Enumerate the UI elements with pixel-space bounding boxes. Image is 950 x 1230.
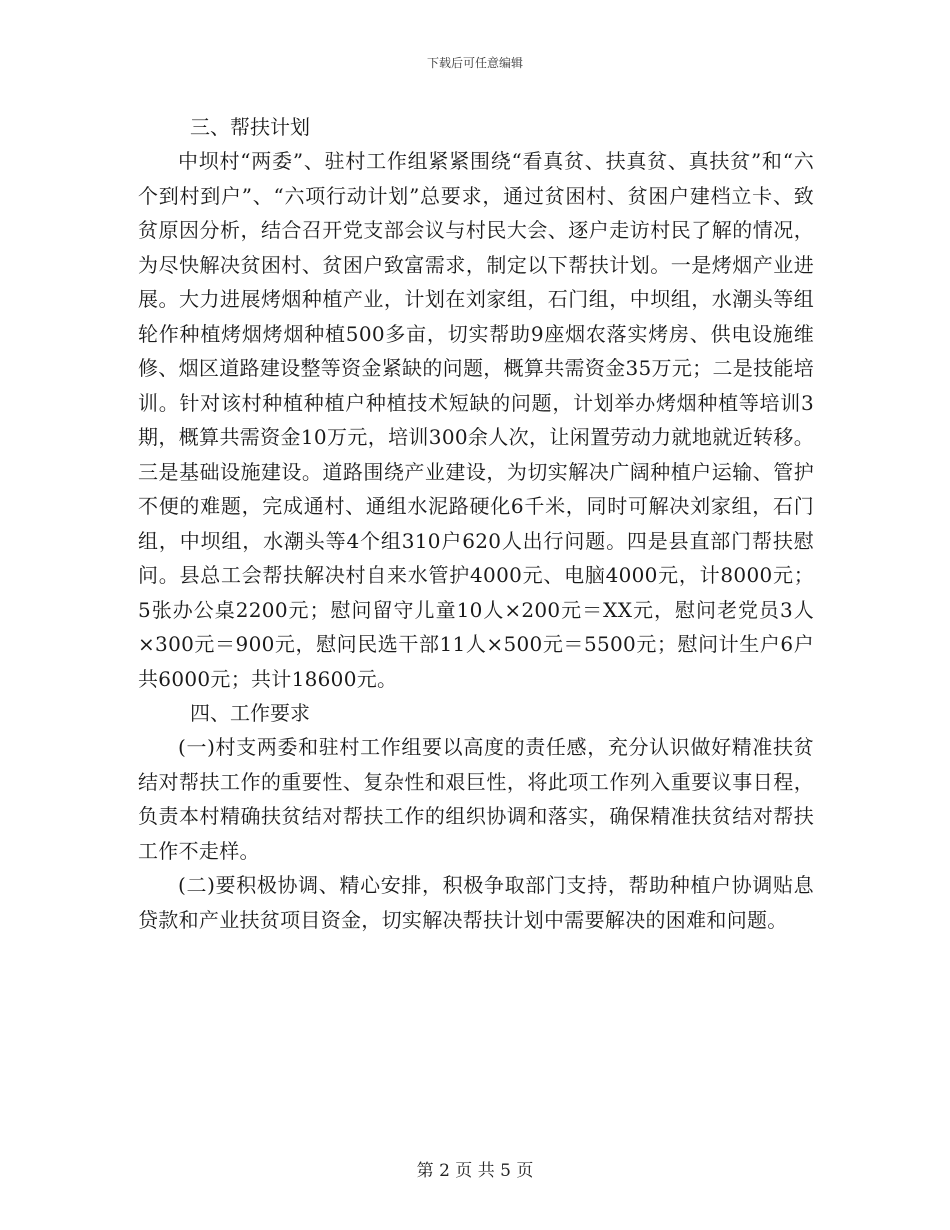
section-heading-requirements: 四、工作要求: [190, 701, 310, 725]
requirement-paragraph-1: (一)村支两委和驻村工作组要以高度的责任感，充分认识做好精准扶贫结对帮扶工作的重要性、复杂性和艰巨性，将此项工作列入重要议事日程，负责本村精确扶贫结对帮扶工作的组织协调和落实，确保精准扶贫结对帮扶工作不走样。: [138, 735, 814, 863]
requirement-paragraph-2: (二)要积极协调、精心安排，积极争取部门支持，帮助种植户协调贴息贷款和产业扶贫项目资金，切实解决帮扶计划中需要解决的困难和问题。: [138, 873, 814, 932]
document-body: [138, 110, 814, 937]
page-header: 下载后可任意编辑: [426, 56, 523, 70]
page-number-footer: 第 2 页 共 5 页: [416, 1161, 534, 1181]
section-heading-plan: 三、帮扶计划: [190, 115, 310, 139]
plan-paragraph: 中坝村“两委”、驻村工作组紧紧围绕“看真贫、扶真贫、真扶贫”和“六个到村到户”、“六项行动计划”总要求，通过贫困村、贫困户建档立卡、致贫原因分析，结合召开党支部会议与村民大会、逐户走访村民了解的情况，为尽快解决贫困村、贫困户致富需求，制定以下帮扶计划。一是烤烟产业进展。大力进展烤烟种植产业，计划在刘家组，石门组，中坝组，水潮头等组轮作种植烤烟烤烟种植500多亩，切实帮助9座烟农落实烤房、供电设施维修、烟区道路建设整等资金紧缺的问题，概算共需资金35万元；二是技能培训。针对该村种植种植户种植技术短缺的问题，计划举办烤烟种植等培训3期，概算共需资金10万元，培训300余人次，让闲置劳动力就地就近转移。三是基础设施建设。道路围绕产业建设，为切实解决广阔种植户运输、管护不便的难题，完成通村、通组水泥路硬化6千米，同时可解决刘家组，石门组，中坝组，水潮头等4个组310户620人出行问题。四是县直部门帮扶慰问。县总工会帮扶解决村自来水管护4000元、电脑4000元，计8000元；5张办公桌2200元；慰问留守儿童10人×200元＝XX元，慰问老党员3人×300元＝900元，慰问民选干部11人×500元＝5500元；慰问计生户6户共6000元；共计18600元。: [138, 149, 814, 691]
